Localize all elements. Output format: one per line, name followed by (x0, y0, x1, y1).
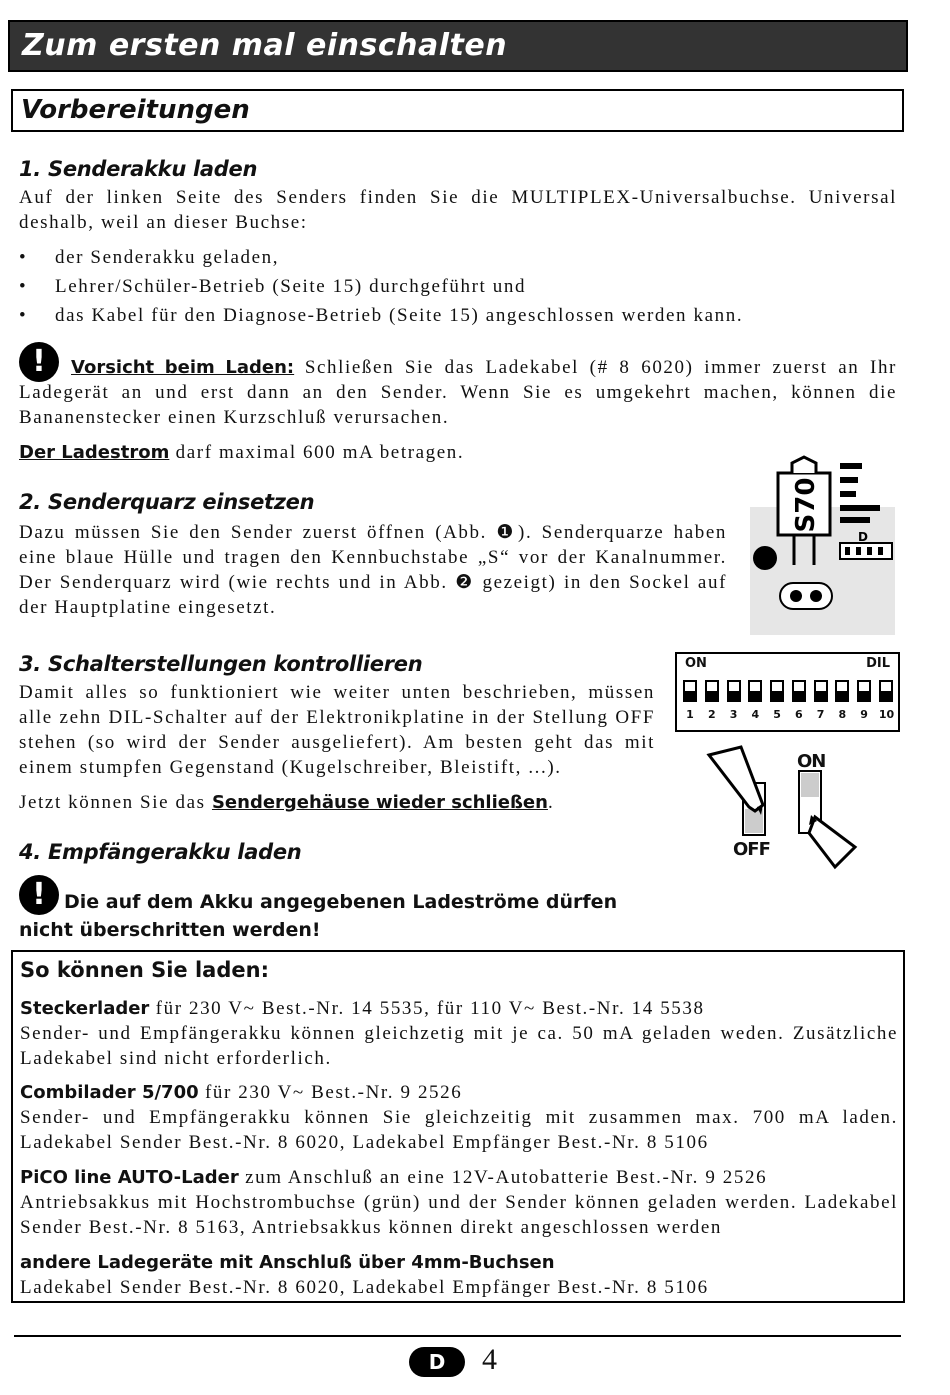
page-number: 4 (482, 1343, 497, 1376)
box-item: Steckerlader für 230 V~ Best.-Nr. 14 5535, für 110 V~ Best.-Nr. 14 5538 Sender- und Empfängerakku können gleichzetig mit je ca. 50 mA geladen weden. Zusätzliche Ladekabel sind nicht erforderlich. (20, 998, 898, 1069)
box-title: So können Sie laden: (20, 958, 269, 982)
section-title-bar (11, 89, 904, 132)
section-title: Vorbereitungen (21, 95, 250, 125)
box-item: andere Ladegeräte mit Anschluß über 4mm-Buchsen Ladekabel Sender Best.-Nr. 8 6020, Ladekabel Empfänger Best.-Nr. 8 5106 (20, 1252, 709, 1298)
dil-switch (879, 680, 893, 702)
box-item: Combilader 5/700 für 230 V~ Best.-Nr. 9 2526 Sender- und Empfängerakku können Sie gleichzeitig mit zusammen max. 700 mA laden. Ladekabel Sender Best.-Nr. 8 6020, Ladekabel Empfänger Best.-Nr. 8 5106 (20, 1082, 898, 1153)
page-title: Zum ersten mal einschalten (22, 28, 508, 63)
s3-text: Damit alles so funktioniert wie weiter unten beschrieben, müssen alle zehn DIL-Schalter auf der Elektronikplatine in der Stellung OFF stehen (so wird der Sender ausgeliefert). Am besten geht das mit einem stumpfen Gegenstand (Kugelschreiber, Bleistift, ...). (19, 682, 655, 778)
s1-intro: Auf der linken Seite des Senders finden Sie die MULTIPLEX-Universalbuchse. Universal deshalb, weil an dieser Buchse: (19, 187, 897, 233)
heading-empfaengerakku: 4. Empfängerakku laden (19, 840, 302, 864)
dil-on-label: ON (685, 656, 707, 671)
heading-senderquarz: 2. Senderquarz einsetzen (19, 490, 315, 514)
language-badge: D (409, 1347, 465, 1377)
current-text: darf maximal 600 mA betragen. (169, 442, 465, 463)
socket-label: D (858, 530, 868, 544)
s1-warning (19, 355, 897, 430)
dil-switch-row (683, 680, 893, 704)
warning-label: Vorsicht beim Laden: (71, 357, 295, 378)
switch-on-label: ON (797, 751, 826, 772)
dil-switch (835, 680, 849, 702)
footer-rule (14, 1335, 901, 1337)
dil-switch (683, 680, 697, 702)
box-item: PiCO line AUTO-Lader zum Anschluß an eine 12V-Autobatterie Best.-Nr. 9 2526 Antriebsakkus mit Hochstrombuchse (grün) und der Sender können geladen werden. Ladekabel Sender Best.-Nr. 8 5163, Antriebsakkus können direkt angeschlossen werden (20, 1167, 898, 1238)
dil-switch (748, 680, 762, 702)
list-item: • das Kabel für den Diagnose-Betrieb (Seite 15) angeschlossen werden kann. (19, 305, 744, 326)
crystal-figure (750, 455, 895, 635)
s4-warning: Die auf dem Akku angegebenen Ladeströme dürfen nicht überschritten werden! (19, 891, 618, 941)
exclamation-icon: ! (19, 875, 59, 915)
dil-switch (727, 680, 741, 702)
dil-switch (857, 680, 871, 702)
dil-number-row: 1 2 3 4 5 6 7 8 9 10 (686, 708, 895, 721)
dil-switch (792, 680, 806, 702)
s1-bullet-list (19, 245, 897, 332)
s2-text: Dazu müssen Sie den Sender zuerst öffnen (Abb. ❶). Senderquarze haben eine blaue Hülle und tragen den Kennbuchstabe „S“ vor der Kanalnummer. Der Senderquarz wird (wie rechts und in Abb. ❷ gezeigt) in den Sockel auf der Hauptplatine eingesetzt. (19, 522, 727, 618)
switch-pen-figure (705, 745, 865, 870)
crystal-label: S70 (791, 477, 821, 533)
warning-text: Schließen Sie das Ladekabel (# 8 6020) immer zuerst an Ihr Ladegerät an und erst dann an den Sender. Wenn Sie es umgekehrt machen, können die Bananenstecker einen Kurzschluß verursachen. (19, 357, 897, 428)
switch-off-label: OFF (733, 839, 770, 860)
dil-switch (814, 680, 828, 702)
close-housing-label: Sendergehäuse wieder schließen (211, 792, 548, 813)
exclamation-icon: ! (19, 342, 59, 382)
dil-label: DIL (866, 656, 890, 671)
dil-switch-figure (675, 652, 900, 732)
heading-schalter: 3. Schalterstellungen kontrollieren (19, 652, 423, 676)
current-label: Der Ladestrom (19, 442, 170, 463)
heading-senderakku: 1. Senderakku laden (19, 157, 258, 181)
dil-switch (770, 680, 784, 702)
list-item: • der Senderakku geladen, (19, 247, 280, 268)
page-title-bar (8, 20, 908, 72)
charging-options-box (11, 950, 905, 1303)
s3-close: Jetzt können Sie das Sendergehäuse wieder schließen. (19, 792, 555, 813)
dil-switch (705, 680, 719, 702)
list-item: • Lehrer/Schüler-Betrieb (Seite 15) durchgeführt und (19, 276, 527, 297)
